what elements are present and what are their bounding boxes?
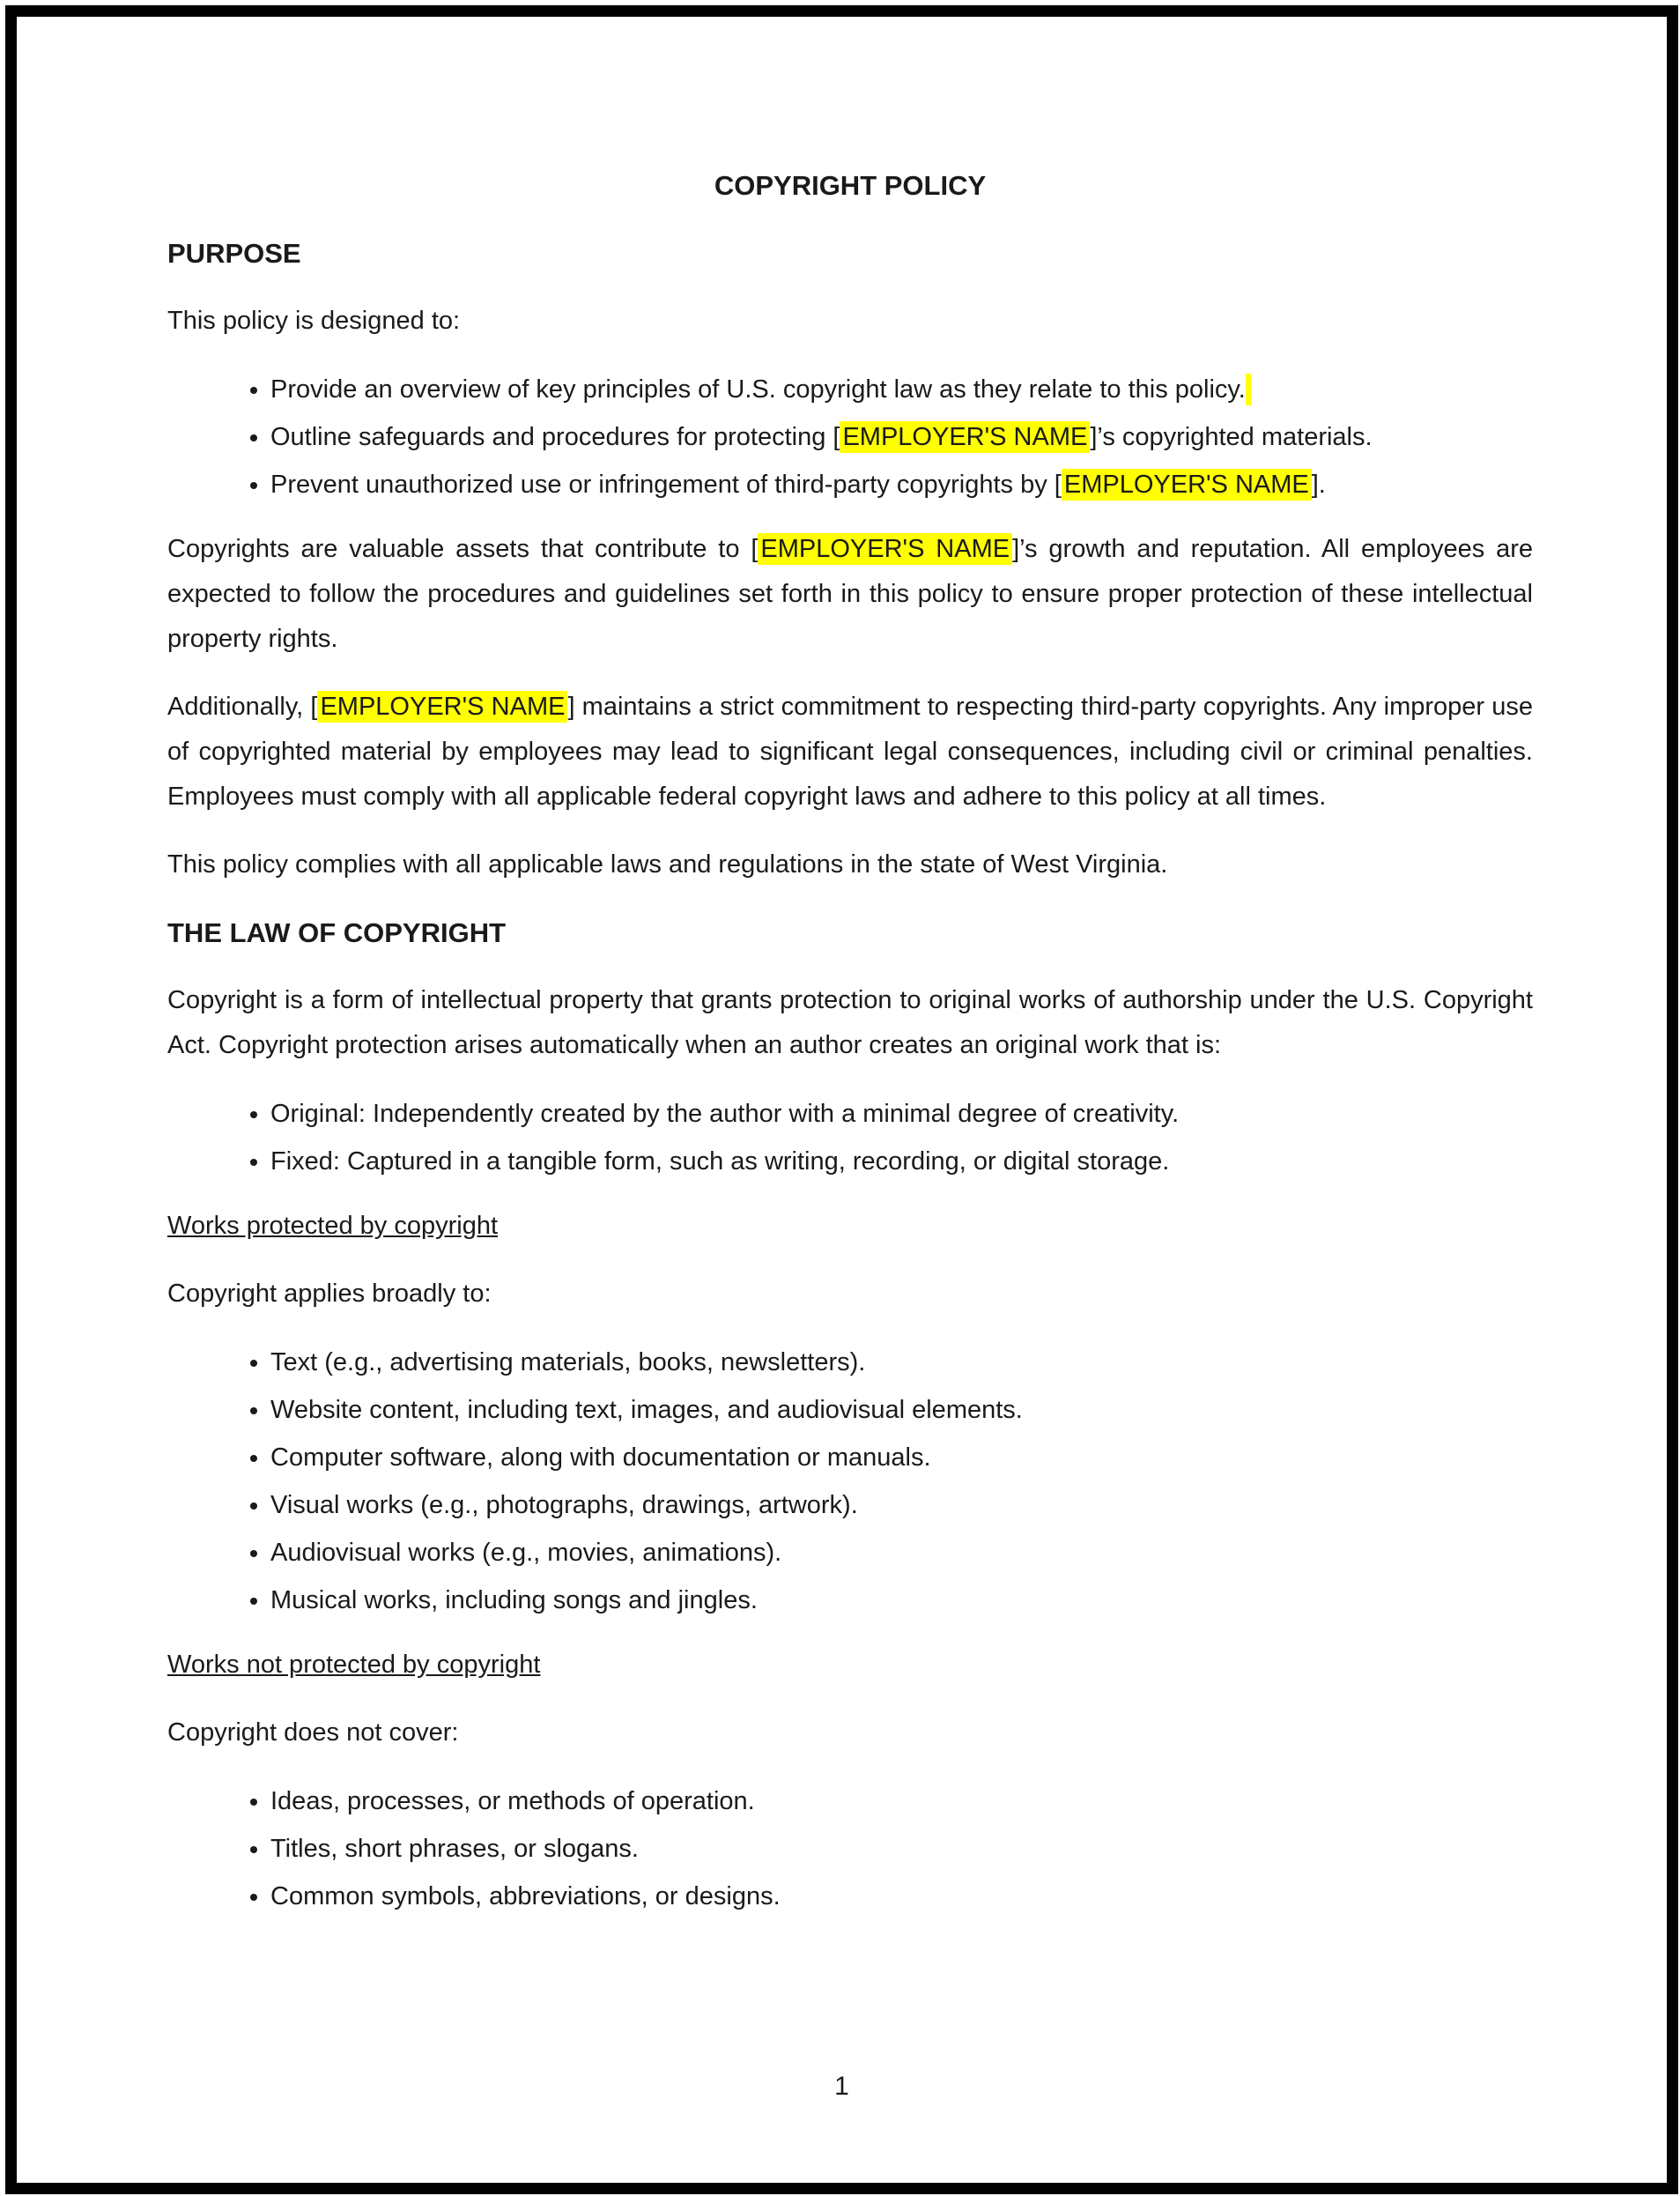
- works-not-protected-bullet-list: [167, 1778, 1533, 1919]
- bullet-text: Prevent unauthorized use or infringement of third-party copyrights by [: [270, 471, 1062, 499]
- list-item: • Ideas, processes, or methods of operation.: [270, 1778, 1533, 1824]
- subheading-works-protected: Works protected by copyright: [167, 1212, 499, 1240]
- list-item: • Musical works, including songs and jingles.: [270, 1577, 1533, 1623]
- paragraph-text: ] maintains a strict commitment to respecting third-party copyrights. Any improper use of copyrighted material by employees may lead to significant legal consequences, including civil or criminal penalties. Employees must comply with all applicable federal copyright laws and adhere to this policy at all times.: [167, 693, 1533, 811]
- list-item: [270, 462, 1533, 508]
- law-criteria-bullet-list: [167, 1091, 1533, 1184]
- list-item: [270, 367, 1533, 412]
- subheading-works-not-protected: Works not protected by copyright: [167, 1651, 541, 1679]
- paragraph-state-compliance: This policy complies with all applicable laws and regulations in the state of West Virginia.: [167, 850, 1168, 879]
- paragraph-text: Additionally, [: [167, 693, 318, 721]
- section-heading-law-of-copyright: THE LAW OF COPYRIGHT: [167, 917, 507, 948]
- list-item: • Website content, including text, images, and audiovisual elements.: [270, 1387, 1533, 1433]
- works-not-protected-intro: Copyright does not cover:: [167, 1718, 459, 1747]
- employer-name-placeholder: EMPLOYER'S NAME: [1062, 469, 1312, 501]
- purpose-bullet-list: [167, 367, 1533, 508]
- list-item: • Audiovisual works (e.g., movies, animations).: [270, 1530, 1533, 1576]
- paragraph-commitment: [167, 685, 1533, 820]
- employer-name-placeholder: EMPLOYER'S NAME: [840, 421, 1090, 453]
- section-heading-purpose: PURPOSE: [167, 238, 301, 269]
- works-protected-intro: Copyright applies broadly to:: [167, 1280, 492, 1308]
- list-item: • Common symbols, abbreviations, or designs.: [270, 1873, 1533, 1919]
- bullet-text: ].: [1311, 471, 1326, 499]
- page-border-frame: [5, 5, 1678, 2194]
- works-protected-bullet-list: [167, 1339, 1533, 1623]
- bullet-text: Provide an overview of key principles of U.S. copyright law as they relate to this policy.: [270, 375, 1246, 404]
- list-item: • Original: Independently created by the author with a minimal degree of creativity.: [270, 1091, 1533, 1137]
- page-number: 1: [834, 2072, 849, 2101]
- employer-name-placeholder: EMPLOYER'S NAME: [317, 691, 567, 723]
- bullet-text: Outline safeguards and procedures for protecting [: [270, 423, 840, 451]
- employer-name-placeholder: EMPLOYER'S NAME: [758, 533, 1012, 565]
- law-intro-paragraph: Copyright is a form of intellectual property that grants protection to original works of authorship under the U.S. Copyright Act. Copyright protection arises automatically when an author creates an original work that is:: [167, 986, 1533, 1059]
- purpose-intro: This policy is designed to:: [167, 307, 461, 335]
- list-item: • Computer software, along with documentation or manuals.: [270, 1435, 1533, 1480]
- list-item: • Visual works (e.g., photographs, drawings, artwork).: [270, 1482, 1533, 1528]
- list-item: • Fixed: Captured in a tangible form, such as writing, recording, or digital storage.: [270, 1139, 1533, 1184]
- list-item: [270, 414, 1533, 460]
- document-content: [17, 17, 1667, 1939]
- paragraph-copyright-assets: [167, 527, 1533, 662]
- paragraph-text: ]’s growth and reputation. All employees are expected to follow the procedures and guidelines set forth in this policy to ensure proper protection of these intellectual property rights.: [167, 535, 1533, 653]
- employer-name-placeholder: [1246, 374, 1251, 405]
- list-item: • Text (e.g., advertising materials, books, newsletters).: [270, 1339, 1533, 1385]
- document-title: COPYRIGHT POLICY: [714, 170, 987, 201]
- list-item: • Titles, short phrases, or slogans.: [270, 1826, 1533, 1872]
- bullet-text: ]’s copyrighted materials.: [1090, 423, 1373, 451]
- paragraph-text: Copyrights are valuable assets that contribute to [: [167, 535, 759, 563]
